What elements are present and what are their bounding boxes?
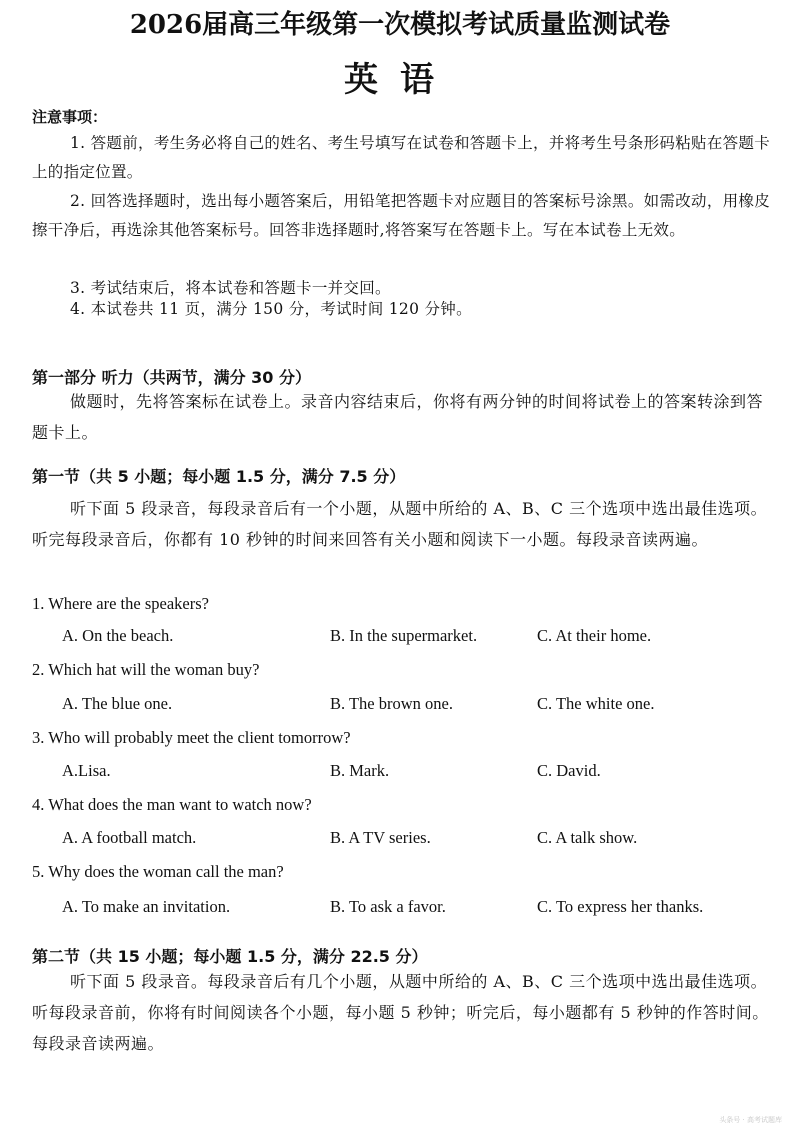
- question-stem: 2. Which hat will the woman buy?: [32, 660, 260, 679]
- notice-item-1: 1. 答题前，考生务必将自己的姓名、考生号填写在试卷和答题卡上，并将考生号条形码粘贴在答题卡上的指定位置。: [32, 134, 771, 181]
- notice-item-2: 2. 回答选择题时，选出每小题答案后，用铅笔把答题卡对应题目的答案标号涂黑。如需改动，用橡皮擦干净后，再选涂其他答案标号。回答非选择题时,将答案写在答题卡上。写在本试卷上无效。: [32, 192, 771, 239]
- question-stem: 5. Why does the woman call the man?: [32, 862, 284, 881]
- option-a: A. On the beach.: [62, 626, 174, 645]
- section2-instruction: 听下面 5 段录音。每段录音后有几个小题，从题中所给的 A、B、C 三个选项中选出最佳选项。听每段录音前，你将有时间阅读各个小题，每小题 5 秒钟；听完后，每小题都有 5 秒钟的作答时间。每段录音读两遍。: [32, 972, 769, 1053]
- option-a: A. The blue one.: [62, 694, 173, 713]
- option-b: B. To ask a favor.: [330, 897, 446, 916]
- subject-title: 英语: [344, 60, 456, 100]
- notice-item-3: 3. 考试结束后，将本试卷和答题卡一并交回。: [70, 279, 391, 297]
- option-b: B. A TV series.: [330, 828, 431, 847]
- section2-heading: 第二节（共 15 小题；每小题 1.5 分，满分 22.5 分）: [32, 947, 428, 966]
- section1-heading: 第一节（共 5 小题；每小题 1.5 分，满分 7.5 分）: [32, 467, 406, 486]
- option-a: A. To make an invitation.: [62, 897, 231, 916]
- option-c: C. The white one.: [537, 694, 655, 713]
- notice-item-4: 4. 本试卷共 11 页，满分 150 分，考试时间 120 分钟。: [70, 300, 472, 318]
- option-b: B. The brown one.: [330, 694, 453, 713]
- exam-title: 2026届高三年级第一次模拟考试质量监测试卷: [129, 10, 671, 40]
- option-a: A.Lisa.: [62, 761, 111, 780]
- option-c: C. To express her thanks.: [537, 897, 704, 916]
- question-stem: 1. Where are the speakers?: [32, 594, 209, 613]
- notice-heading: 注意事项：: [32, 108, 108, 126]
- part1-heading: 第一部分 听力（共两节，满分 30 分）: [32, 368, 311, 387]
- watermark: 头条号 · 高考试题库: [719, 1116, 782, 1124]
- part1-instruction: 做题时，先将答案标在试卷上。录音内容结束后，你将有两分钟的时间将试卷上的答案转涂到答题卡上。: [32, 392, 764, 442]
- question-stem: 4. What does the man want to watch now?: [32, 795, 312, 814]
- option-b: B. Mark.: [330, 761, 390, 780]
- option-b: B. In the supermarket.: [330, 626, 478, 645]
- option-c: C. A talk show.: [537, 828, 638, 847]
- section1-instruction: 听下面 5 段录音，每段录音后有一个小题，从题中所给的 A、B、C 三个选项中选出最佳选项。听完每段录音后，你都有 10 秒钟的时间来回答有关小题和阅读下一小题。每段录音读两遍。: [32, 499, 768, 549]
- option-c: C. At their home.: [537, 626, 652, 645]
- option-a: A. A football match.: [62, 828, 197, 847]
- question-stem: 3. Who will probably meet the client tomorrow?: [32, 728, 351, 747]
- option-c: C. David.: [537, 761, 601, 780]
